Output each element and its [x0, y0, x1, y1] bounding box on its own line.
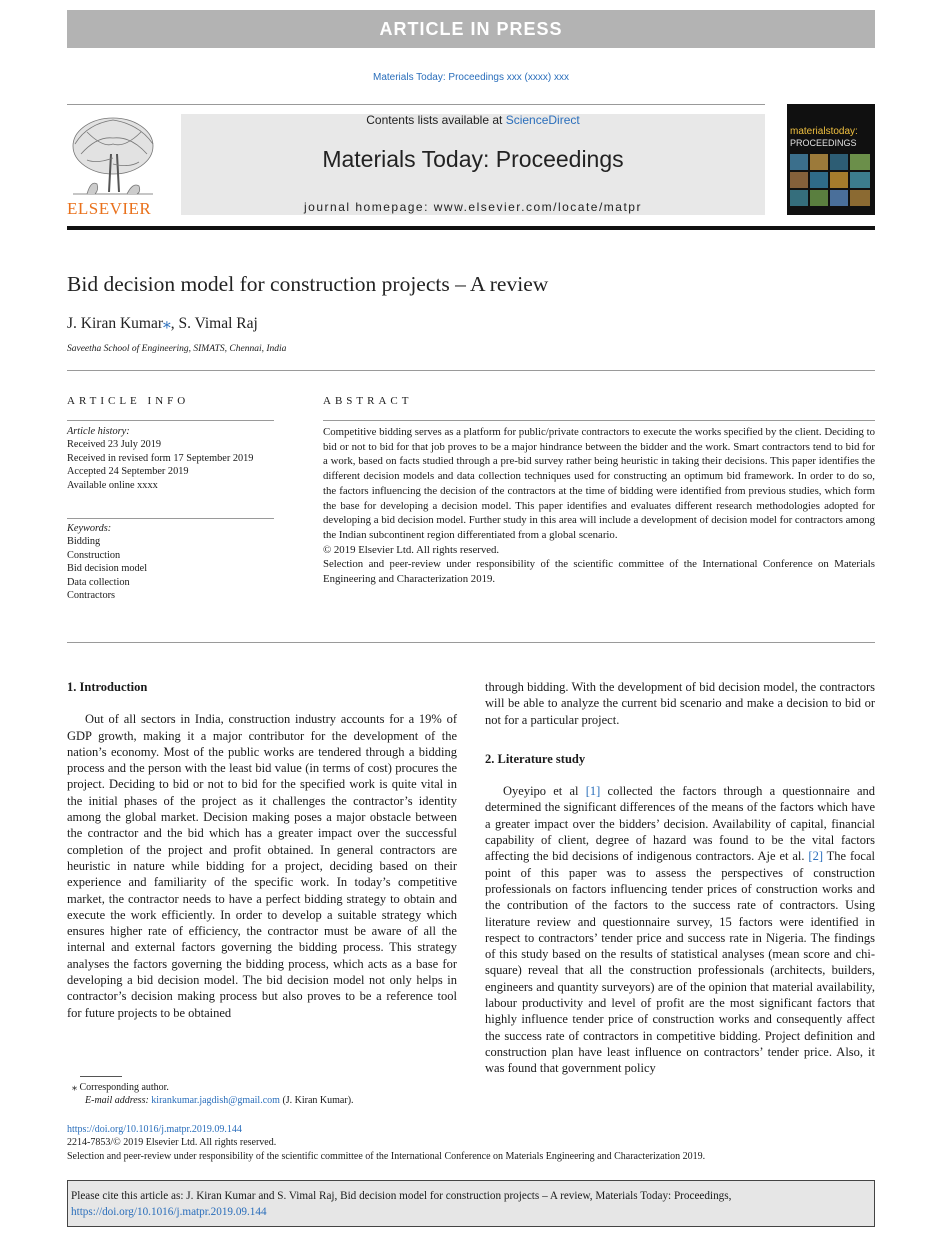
history-accepted: Accepted 24 September 2019 [67, 466, 189, 478]
author-list [67, 314, 258, 333]
article-info-rule [67, 420, 274, 421]
abstract-rule [323, 420, 875, 421]
author-1[interactable]: J. Kiran Kumar [67, 315, 163, 332]
page-footer [67, 1123, 875, 1163]
issn-line: 2214-7853/© 2019 Elsevier Ltd. All rights reserved. [67, 1137, 277, 1149]
cover-title: materialstoday: [790, 126, 858, 137]
abstract-heading: ABSTRACT [323, 395, 413, 407]
header-top-rule [67, 104, 765, 105]
cover-subtitle: PROCEEDINGS [790, 138, 857, 148]
article-in-press-banner: ARTICLE IN PRESS [67, 10, 875, 48]
journal-homepage[interactable]: journal homepage: www.elsevier.com/locate/matpr [304, 200, 642, 214]
keyword: Data collection [67, 576, 130, 588]
author-2[interactable]: , S. Vimal Raj [170, 315, 258, 332]
journal-name[interactable]: Materials Today: Proceedings [322, 146, 624, 172]
abstract-divider [67, 642, 875, 643]
left-column [67, 679, 457, 1021]
footnote-label: Corresponding author. [79, 1082, 169, 1093]
literature-heading: 2. Literature study [485, 751, 586, 766]
keyword: Bid decision model [67, 563, 148, 575]
footnote-mark: ⁎ [72, 1082, 77, 1093]
footer-selection: Selection and peer-review under responsibility of the scientific committee of the International Conference on Materials Engineering and Characterization 2019. [67, 1150, 706, 1162]
intro-heading: 1. Introduction [67, 680, 148, 694]
intro-continued: through bidding. With the development of bid decision model, the contractors will be able to analyze the current bid scenario and make a decision to bid or not for a particular project. [485, 680, 875, 727]
citation-ref-1[interactable]: [1] [585, 784, 601, 799]
keywords [67, 522, 274, 602]
literature-paragraph [485, 783, 875, 1076]
footnote [72, 1081, 462, 1108]
article-history [67, 425, 274, 492]
abstract-selection: Selection and peer-review under responsibility of the scientific committee of the International Conference on Materials Engineering and Characterization 2019. [323, 558, 875, 586]
email-link[interactable]: kirankumar.jagdish@gmail.com [151, 1095, 280, 1107]
contents-prefix: Contents lists available at [366, 113, 503, 127]
keyword: Bidding [67, 536, 101, 548]
journal-reference[interactable]: Materials Today: Proceedings xxx (xxxx) xxx [373, 72, 569, 83]
email-label: E-mail address: [85, 1095, 149, 1107]
history-online: Available online xxxx [67, 479, 158, 491]
corresponding-author-mark[interactable]: ⁎ [163, 315, 171, 332]
citation-box [67, 1180, 875, 1227]
keywords-rule [67, 518, 274, 519]
contents-line [181, 113, 765, 127]
abstract-body [323, 425, 875, 587]
literature-text-3: The focal point of this paper was to assess the perspectives of construction professionals on factors influencing tender prices of construction works and the contribution of the factors to the success rate of contractors. Using literature review and questionnaire survey, 15 factors were identified in respect to contractors’ tender price and success rate in Nigeria. The findings of this study based on the results of statistical analyses (mean score and chi-square) reveal that all the construction professionals (architects, builders, engineers and quantity surveyors) are of the opinion that material availability, labour productivity and level of profit are the most significant factors that highly influence tender price of construction works and consequently affect the success rate of contractors in competitive bidding. Project definition and construction plan have least influence on contractors’ tender price. Also, it was found that government policy [485, 849, 875, 1076]
citation-ref-2[interactable]: [2] [808, 849, 823, 864]
footnote-rule [80, 1076, 122, 1077]
cover-mosaic [790, 154, 872, 210]
elsevier-wordmark: ELSEVIER [67, 199, 152, 218]
abstract-text: Competitive bidding serves as a platform for public/private contractors to execute the works specified by the client. Deciding to bid or not to bid for that job proves to be a major hindrance between the bidder and the work. Smart contractors tend to bid for a work, based on facts studied through a pre-bid survey rather being heuristic in taking their decisions. This paper identifies the different decision models and data collection techniques used for constructing an optimum bid framework. In order to do so, the factors influencing the decision of the contractors at the time of bidding were identified from previous studies, which form the base for developing a decision model. This paper identifies and evaluates different research methodologies adopted for developing a bid decision model. Further study in this area will include a development of decision model for contractors among the Indian subcontinent region differentiated from a global scenario. [323, 426, 875, 541]
journal-cover-image[interactable] [787, 104, 875, 215]
citation-text: Please cite this article as: J. Kiran Kumar and S. Vimal Raj, Bid decision model for construction projects – A review, Materials Today: Proceedings, [71, 1190, 732, 1202]
title-divider [67, 370, 875, 371]
literature-text-2: collected the factors through a questionnaire and determined the significant differences of the means of the factors which have a greater impact over the bidders’ decision. Availability of capital, financial capability of client, degree of hazard was found to be the vital factors affecting the bid decisions of indigenous contractors. Aje et al. [485, 784, 876, 864]
keywords-label: Keywords: [67, 523, 112, 534]
abstract-copyright: © 2019 Elsevier Ltd. All rights reserved. [323, 543, 500, 556]
affiliation: Saveetha School of Engineering, SIMATS, Chennai, India [67, 344, 287, 354]
article-info-heading: ARTICLE INFO [67, 395, 190, 407]
history-received: Received 23 July 2019 [67, 439, 162, 451]
doi-link[interactable]: https://doi.org/10.1016/j.matpr.2019.09.144 [67, 1124, 242, 1135]
literature-text-1: Oyeyipo et al [503, 784, 579, 799]
keyword: Contractors [67, 590, 116, 602]
history-revised: Received in revised form 17 September 2019 [67, 452, 254, 464]
email-owner: (J. Kiran Kumar). [282, 1095, 354, 1107]
article-title: Bid decision model for construction projects – A review [67, 272, 549, 296]
sciencedirect-link[interactable]: ScienceDirect [505, 113, 580, 127]
keyword: Construction [67, 549, 121, 561]
intro-paragraph: Out of all sectors in India, construction industry accounts for a 19% of GDP growth, making it a major contributor for the development of the nation’s economy. Most of the public works are tendered through a bidding process and the person with the least bid value (in terms of cost) procures the project. Deciding to bid or not to bid for the specified work is quite vital in the initial phases of the project as it challenges the contractor’s identity among the global market. Decision making poses a major obstacle between the contractor and the bid which has a greater impact over the successful completion of the project and profit obtained. In general contractors are heuristic in nature while bidding for a project, deciding based on their experience and familiarity of the specific work. In today’s competitive market, the contractor needs to have a perfect bidding strategy to obtain and execute the work efficiently. In order to develop a suitable strategy which ensures higher rate of efficiency, the contractor must be aware of all the internal and external factors governing the bidding process. This strategy analyses the factors governing the bidding process, which acts as a base for developing a bid decision model. The bid decision model not only helps in contractor’s decision making process but also proves to be a reference tool for future projects to be obtained [67, 712, 457, 1020]
citation-doi-link[interactable]: https://doi.org/10.1016/j.matpr.2019.09.144 [71, 1206, 267, 1218]
history-label: Article history: [67, 426, 130, 437]
header-thick-rule [67, 226, 875, 230]
right-column [485, 679, 875, 1077]
